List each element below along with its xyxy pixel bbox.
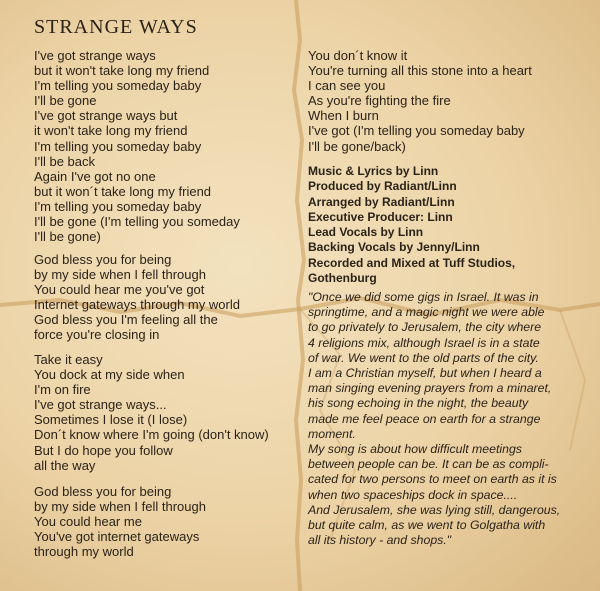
- lyric-line: God bless you for being: [34, 252, 172, 267]
- quote-line: when two spaceships dock in space....: [308, 487, 518, 502]
- quote-line: but quite calm, as we went to Golgatha with: [308, 518, 546, 533]
- lyric-line: When I burn: [308, 108, 379, 124]
- lyric-line: all the way: [34, 457, 96, 473]
- lyric-line: I've got (I'm telling you someday baby: [308, 123, 525, 139]
- quote-block: [308, 290, 560, 548]
- lyric-line: Don´t know where I'm going (don't know): [34, 427, 269, 443]
- credit-line: Arranged by Radiant/Linn: [308, 194, 455, 209]
- lyric-line: You're turning all this stone into a heart: [308, 63, 532, 79]
- lyric-line: I can see you: [308, 78, 386, 94]
- lyric-line: I'm telling you someday baby: [34, 198, 202, 214]
- credit-line: Lead Vocals by Linn: [308, 225, 424, 240]
- lyric-line: I'm telling you someday baby: [34, 78, 202, 94]
- quote-line: all its history - and shops.": [308, 533, 452, 548]
- lyric-line: by my side when I fell through: [34, 499, 206, 515]
- lyric-line: through my world: [34, 544, 134, 560]
- lyric-line: You could hear me: [34, 514, 142, 530]
- lyric-line: I'll be gone): [34, 229, 101, 245]
- credit-line: Recorded and Mixed at Tuff Studios,: [308, 255, 516, 270]
- lyric-line: God bless you for being: [34, 484, 172, 499]
- credit-line: Gothenburg: [308, 271, 377, 286]
- lyric-line: I'll be gone/back): [308, 138, 406, 154]
- lyric-line: Internet gateways through my world: [34, 297, 240, 313]
- page-title: STRANGE WAYS: [34, 16, 198, 38]
- quote-line: his song echoing in the night, the beauty: [308, 396, 529, 411]
- lyric-line: I'm telling you someday baby: [34, 138, 202, 154]
- lyric-line: I've got strange ways but: [34, 108, 178, 124]
- quote-line: to go privately to Jerusalem, the city where: [308, 320, 542, 335]
- lyric-line: As you're fighting the fire: [308, 93, 451, 109]
- stanza: [308, 48, 532, 154]
- lyric-line: force you're closing in: [34, 327, 160, 343]
- lyric-line: I'm on fire: [34, 382, 91, 398]
- lyric-line: You've got internet gateways: [34, 529, 200, 545]
- lyric-line: but it won't take long my friend: [34, 63, 210, 79]
- quote-line: My song is about how difficult meetings: [308, 442, 522, 457]
- lyric-line: God bless you I'm feeling all the: [34, 312, 218, 328]
- lyric-line: I'll be back: [34, 153, 96, 169]
- quote-line: made me feel peace on earth for a strange: [308, 411, 541, 426]
- lyric-line: it won't take long my friend: [34, 123, 188, 139]
- stanza: [34, 48, 240, 244]
- stanza: [34, 352, 269, 473]
- stanza: [34, 252, 240, 343]
- quote-line: "Once we did some gigs in Israel. It was in: [308, 290, 539, 304]
- quote-line: springtime, and a magic night we were able: [308, 305, 545, 320]
- lyric-line: You don´t know it: [308, 48, 408, 63]
- quote-line: And Jerusalem, she was lying still, dangerous,: [308, 502, 561, 517]
- lyric-line: Again I've got no one: [34, 168, 156, 184]
- lyric-line: but it won´t take long my friend: [34, 183, 212, 199]
- credit-line: Executive Producer: Linn: [308, 209, 453, 224]
- lyric-line: I'll be gone (I'm telling you someday: [34, 214, 240, 230]
- quote-line: man singing evening prayers from a minaret,: [308, 381, 552, 396]
- lyric-line: by my side when I fell through: [34, 267, 206, 283]
- credit-line: Music & Lyrics by Linn: [308, 164, 439, 178]
- lyric-line: Sometimes I lose it (I lose): [34, 412, 188, 428]
- credit-line: Backing Vocals by Jenny/Linn: [308, 240, 480, 255]
- stanza: [34, 484, 206, 559]
- lyric-line: I've got strange ways...: [34, 397, 167, 413]
- lyric-line: Take it easy: [34, 352, 103, 367]
- quote-line: I am a Christian myself, but when I heard a: [308, 366, 542, 381]
- lyric-line: You could hear me you've got: [34, 282, 205, 298]
- lyric-line: I've got strange ways: [34, 48, 156, 63]
- quote-line: moment.: [308, 426, 356, 441]
- quote-line: of war. We went to the old parts of the city.: [308, 350, 539, 365]
- lyric-line: You dock at my side when: [34, 367, 185, 383]
- credits-block: [308, 164, 515, 286]
- quote-line: 4 religions mix, although Israel is in a state: [308, 335, 540, 350]
- quote-line: cated for two persons to meet on earth as it is: [308, 472, 557, 487]
- credit-line: Produced by Radiant/Linn: [308, 179, 457, 194]
- quote-line: between people can be. It can be as compli-: [308, 457, 549, 472]
- lyric-line: But I do hope you follow: [34, 442, 173, 458]
- lyric-line: I'll be gone: [34, 93, 97, 109]
